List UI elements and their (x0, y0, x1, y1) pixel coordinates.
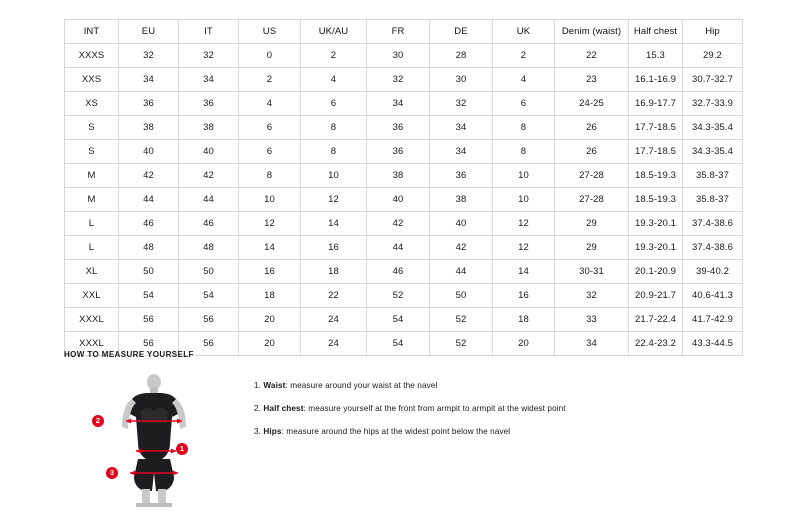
cell-half-chest: 22.4-23.2 (629, 332, 683, 356)
cell-int: XS (65, 92, 119, 116)
cell-de: 36 (430, 164, 493, 188)
column-header-it: IT (179, 20, 239, 44)
cell-denim-waist: 22 (555, 44, 629, 68)
cell-ukau: 14 (301, 212, 367, 236)
cell-ukau: 18 (301, 260, 367, 284)
cell-fr: 54 (367, 332, 430, 356)
cell-half-chest: 15.3 (629, 44, 683, 68)
column-header-denim-waist: Denim (waist) (555, 20, 629, 44)
table-row (65, 284, 743, 308)
cell-de: 52 (430, 332, 493, 356)
cell-denim-waist: 33 (555, 308, 629, 332)
cell-it: 56 (179, 332, 239, 356)
column-header-fr: FR (367, 20, 430, 44)
mannequin-illustration-icon (92, 373, 222, 508)
table-row (65, 188, 743, 212)
cell-half-chest: 19.3-20.1 (629, 236, 683, 260)
cell-fr: 38 (367, 164, 430, 188)
cell-us: 0 (239, 44, 301, 68)
table-row (65, 68, 743, 92)
cell-int: M (65, 188, 119, 212)
column-header-int: INT (65, 20, 119, 44)
table-header-row (65, 20, 743, 44)
cell-uk: 18 (493, 308, 555, 332)
cell-fr: 52 (367, 284, 430, 308)
cell-half-chest: 18.5-19.3 (629, 164, 683, 188)
cell-int: XXL (65, 284, 119, 308)
cell-half-chest: 20.9-21.7 (629, 284, 683, 308)
cell-eu: 44 (119, 188, 179, 212)
cell-eu: 46 (119, 212, 179, 236)
cell-denim-waist: 23 (555, 68, 629, 92)
cell-de: 44 (430, 260, 493, 284)
instruction-number: 3. (254, 427, 262, 436)
how-to-measure-title: HOW TO MEASURE YOURSELF (64, 350, 194, 359)
cell-ukau: 10 (301, 164, 367, 188)
cell-eu: 42 (119, 164, 179, 188)
cell-uk: 10 (493, 164, 555, 188)
cell-us: 12 (239, 212, 301, 236)
table-row (65, 44, 743, 68)
cell-uk: 6 (493, 92, 555, 116)
cell-uk: 8 (493, 116, 555, 140)
cell-hip: 40.6-41.3 (683, 284, 743, 308)
cell-hip: 41.7-42.9 (683, 308, 743, 332)
cell-half-chest: 20.1-20.9 (629, 260, 683, 284)
measure-instructions (254, 381, 566, 450)
cell-denim-waist: 34 (555, 332, 629, 356)
table-row (65, 164, 743, 188)
cell-hip: 35.8-37 (683, 188, 743, 212)
cell-denim-waist: 27-28 (555, 188, 629, 212)
cell-uk: 10 (493, 188, 555, 212)
cell-eu: 56 (119, 308, 179, 332)
cell-eu: 32 (119, 44, 179, 68)
cell-int: XXXL (65, 308, 119, 332)
cell-us: 20 (239, 308, 301, 332)
table-row (65, 260, 743, 284)
marker-1: 1 (176, 443, 188, 455)
column-header-hip: Hip (683, 20, 743, 44)
cell-ukau: 24 (301, 308, 367, 332)
instruction-term: Half chest (263, 404, 304, 413)
cell-eu: 34 (119, 68, 179, 92)
cell-us: 18 (239, 284, 301, 308)
column-header-us: US (239, 20, 301, 44)
instruction-term: Hips (263, 427, 282, 436)
table-row (65, 140, 743, 164)
instruction-text: : measure around your waist at the navel (285, 381, 438, 390)
cell-ukau: 8 (301, 140, 367, 164)
cell-us: 6 (239, 140, 301, 164)
cell-half-chest: 16.9-17.7 (629, 92, 683, 116)
cell-hip: 39-40.2 (683, 260, 743, 284)
cell-de: 30 (430, 68, 493, 92)
table-row (65, 308, 743, 332)
cell-ukau: 2 (301, 44, 367, 68)
cell-fr: 36 (367, 140, 430, 164)
cell-ukau: 4 (301, 68, 367, 92)
column-header-de: DE (430, 20, 493, 44)
cell-it: 48 (179, 236, 239, 260)
cell-eu: 54 (119, 284, 179, 308)
cell-hip: 29.2 (683, 44, 743, 68)
cell-eu: 38 (119, 116, 179, 140)
cell-it: 54 (179, 284, 239, 308)
cell-it: 44 (179, 188, 239, 212)
cell-denim-waist: 29 (555, 236, 629, 260)
cell-us: 16 (239, 260, 301, 284)
cell-uk: 20 (493, 332, 555, 356)
cell-fr: 32 (367, 68, 430, 92)
marker-2: 2 (92, 415, 104, 427)
column-header-eu: EU (119, 20, 179, 44)
cell-uk: 12 (493, 236, 555, 260)
cell-de: 34 (430, 116, 493, 140)
how-to-measure-body (64, 369, 734, 508)
cell-hip: 35.8-37 (683, 164, 743, 188)
cell-ukau: 16 (301, 236, 367, 260)
cell-hip: 34.3-35.4 (683, 116, 743, 140)
cell-de: 42 (430, 236, 493, 260)
cell-it: 32 (179, 44, 239, 68)
marker-3: 3 (106, 467, 118, 479)
cell-uk: 4 (493, 68, 555, 92)
cell-denim-waist: 26 (555, 116, 629, 140)
instruction-text: : measure around the hips at the widest point below the navel (281, 427, 511, 436)
cell-hip: 34.3-35.4 (683, 140, 743, 164)
cell-int: S (65, 140, 119, 164)
cell-eu: 40 (119, 140, 179, 164)
instruction-text: : measure yourself at the front from armpit to armpit at the widest point (303, 404, 566, 413)
table-row (65, 236, 743, 260)
cell-it: 34 (179, 68, 239, 92)
cell-int: XXXS (65, 44, 119, 68)
cell-de: 38 (430, 188, 493, 212)
cell-de: 28 (430, 44, 493, 68)
instruction-hips (254, 427, 566, 436)
cell-denim-waist: 29 (555, 212, 629, 236)
cell-int: S (65, 116, 119, 140)
cell-int: XXXL (65, 332, 119, 356)
cell-hip: 37.4-38.6 (683, 212, 743, 236)
cell-int: L (65, 212, 119, 236)
cell-hip: 30.7-32.7 (683, 68, 743, 92)
cell-uk: 14 (493, 260, 555, 284)
size-chart-container (64, 19, 734, 356)
cell-us: 14 (239, 236, 301, 260)
cell-uk: 2 (493, 44, 555, 68)
cell-int: L (65, 236, 119, 260)
cell-de: 50 (430, 284, 493, 308)
instruction-term: Waist (263, 381, 286, 390)
cell-us: 4 (239, 92, 301, 116)
instruction-number: 1. (254, 381, 262, 390)
cell-ukau: 24 (301, 332, 367, 356)
cell-half-chest: 18.5-19.3 (629, 188, 683, 212)
instruction-half-chest (254, 404, 566, 413)
cell-eu: 48 (119, 236, 179, 260)
cell-de: 52 (430, 308, 493, 332)
cell-denim-waist: 26 (555, 140, 629, 164)
cell-fr: 44 (367, 236, 430, 260)
cell-uk: 12 (493, 212, 555, 236)
cell-ukau: 22 (301, 284, 367, 308)
how-to-measure-section (64, 350, 734, 508)
cell-uk: 16 (493, 284, 555, 308)
cell-ukau: 8 (301, 116, 367, 140)
cell-half-chest: 17.7-18.5 (629, 116, 683, 140)
cell-us: 6 (239, 116, 301, 140)
cell-denim-waist: 32 (555, 284, 629, 308)
instruction-waist (254, 381, 566, 390)
cell-hip: 37.4-38.6 (683, 236, 743, 260)
cell-fr: 36 (367, 116, 430, 140)
instruction-number: 2. (254, 404, 262, 413)
cell-half-chest: 21.7-22.4 (629, 308, 683, 332)
column-header-uk: UK (493, 20, 555, 44)
cell-de: 32 (430, 92, 493, 116)
cell-us: 2 (239, 68, 301, 92)
cell-eu: 50 (119, 260, 179, 284)
table-row (65, 212, 743, 236)
table-row (65, 92, 743, 116)
cell-hip: 43.3-44.5 (683, 332, 743, 356)
cell-it: 50 (179, 260, 239, 284)
size-chart-table (64, 19, 743, 356)
cell-fr: 40 (367, 188, 430, 212)
column-header-ukau: UK/AU (301, 20, 367, 44)
cell-denim-waist: 30-31 (555, 260, 629, 284)
cell-hip: 32.7-33.9 (683, 92, 743, 116)
column-header-half-chest: Half chest (629, 20, 683, 44)
cell-de: 34 (430, 140, 493, 164)
cell-half-chest: 16.1-16.9 (629, 68, 683, 92)
cell-int: M (65, 164, 119, 188)
cell-us: 8 (239, 164, 301, 188)
cell-fr: 46 (367, 260, 430, 284)
cell-it: 46 (179, 212, 239, 236)
cell-de: 40 (430, 212, 493, 236)
cell-ukau: 6 (301, 92, 367, 116)
cell-half-chest: 17.7-18.5 (629, 140, 683, 164)
cell-it: 42 (179, 164, 239, 188)
cell-us: 20 (239, 332, 301, 356)
mannequin-figure (92, 373, 222, 508)
cell-us: 10 (239, 188, 301, 212)
cell-eu: 56 (119, 332, 179, 356)
cell-it: 56 (179, 308, 239, 332)
cell-fr: 30 (367, 44, 430, 68)
cell-fr: 34 (367, 92, 430, 116)
cell-fr: 42 (367, 212, 430, 236)
cell-it: 38 (179, 116, 239, 140)
cell-denim-waist: 24-25 (555, 92, 629, 116)
cell-ukau: 12 (301, 188, 367, 212)
cell-eu: 36 (119, 92, 179, 116)
cell-int: XL (65, 260, 119, 284)
cell-uk: 8 (493, 140, 555, 164)
table-row (65, 116, 743, 140)
cell-int: XXS (65, 68, 119, 92)
cell-it: 36 (179, 92, 239, 116)
cell-it: 40 (179, 140, 239, 164)
cell-denim-waist: 27-28 (555, 164, 629, 188)
cell-half-chest: 19.3-20.1 (629, 212, 683, 236)
cell-fr: 54 (367, 308, 430, 332)
